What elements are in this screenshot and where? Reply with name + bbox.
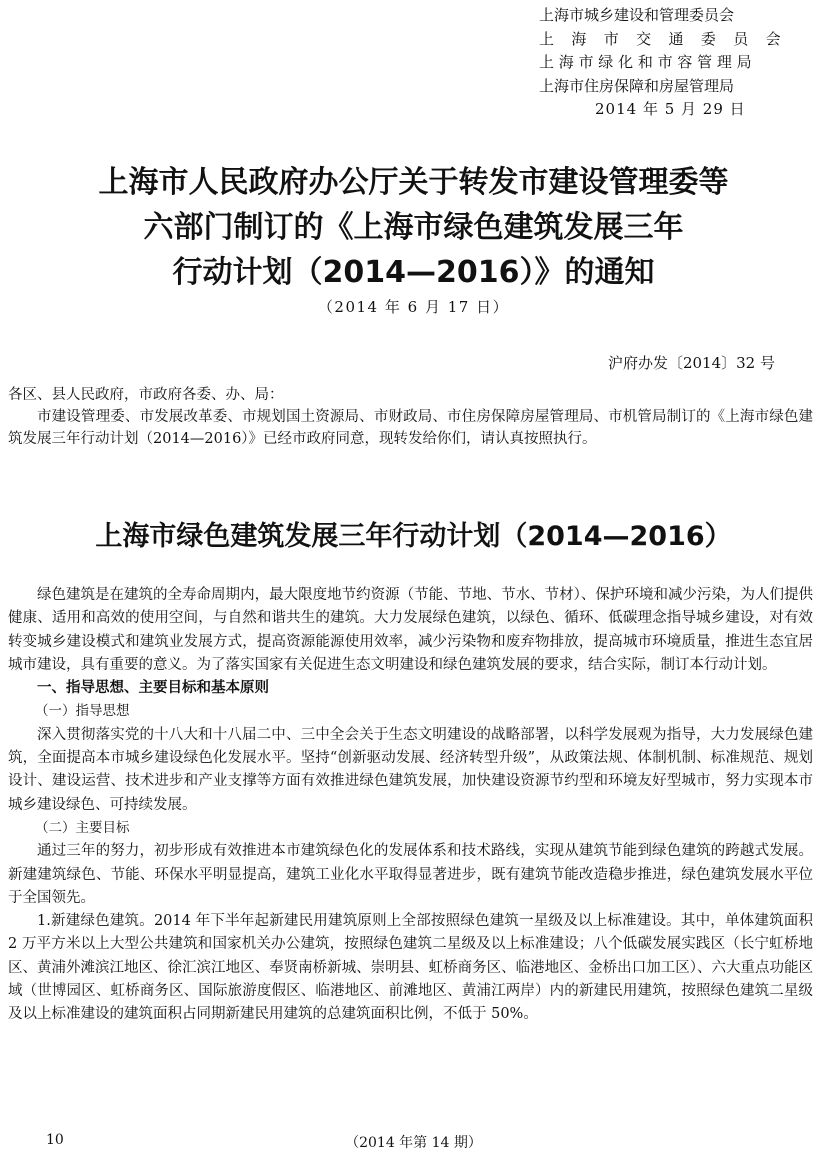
main-goals-paragraph: 通过三年的努力，初步形成有效推进本市建筑绿色化的发展体系和技术路线，实现从建筑节能到绿色建筑的跨越式发展。新建建筑绿色、节能、环保水平明显提高，建筑工业化水平取得显著进步，既有建筑节能改造稳步推进，绿色建筑发展水平位于全国领先。 — [8, 843, 813, 906]
subsection-heading: （一）指导思想 — [35, 703, 130, 720]
section-heading: 一、指导思想、主要目标和基本原则 — [37, 680, 269, 697]
notice-paragraph: 市建设管理委、市发展改革委、市规划国土资源局、市财政局、市住房保障房屋管理局、市机管局制订的《上海市绿色建筑发展三年行动计划（2014—2016）》已经市政府同意，现转发给你们，请认真按照执行。 — [8, 409, 813, 447]
title-line: 上海市人民政府办公厅关于转发市建设管理委等 — [98, 165, 729, 200]
plan-intro-paragraph: 绿色建筑是在建筑的全寿命周期内，最大限度地节约资源（节能、节地、节水、节材）、保护环境和减少污染，为人们提供健康、适用和高效的使用空间，与自然和谐共生的建筑。大力发展绿色建筑，以绿色、循环、低碳理念指导城乡建设，对有效转变城乡建设模式和建筑业发展方式，提高资源能源使用效率，减少污染物和废弃物排放，提高城市环境质量，推进生态宜居城市建设，具有重要的意义。为了落实国家有关促进生态文明建设和绿色建筑发展的要求，结合实际，制订本行动计划。 — [8, 587, 813, 673]
plan-title: 上海市绿色建筑发展三年行动计划（2014—2016） — [95, 521, 732, 552]
notice-title — [0, 160, 827, 295]
notice-date: （2014 年 6 月 17 日） — [317, 298, 510, 316]
subsection-heading: （二）主要目标 — [35, 819, 130, 836]
plan-content — [8, 584, 813, 1027]
issuer-line: 上 海 市 绿 化 和 市 容 管 理 局 — [539, 53, 752, 71]
page-number: 10 — [46, 1132, 64, 1148]
goal-item-paragraph: 1.新建绿色建筑。2014 年下半年起新建民用建筑原则上全部按照绿色建筑一星级及以上标准建设。其中，单体建筑面积 2 万平方米以上大型公共建筑和国家机关办公建筑，按照绿色建筑二星级及以上标准建设；八个低碳发展实践区（长宁虹桥地区、黄浦外滩滨江地区、徐汇滨江地区、奉贤南桥新城、崇明县、虹桥商务区、临港地区、金桥出口加工区）、六大重点功能区域（世博园区、虹桥商务区、国际旅游度假区、临港地区、前滩地区、黄浦江两岸）内的新建民用建筑，按照绿色建筑二星级及以上标准建设的建筑面积占同期新建民用建筑的总建筑面积比例，不低于 50%。 — [8, 913, 813, 1023]
title-line: 六部门制订的《上海市绿色建筑发展三年 — [143, 210, 684, 245]
issuer-line: 上 海 市 交 通 委 员 会 — [539, 29, 787, 48]
notice-body — [8, 384, 813, 450]
salutation: 各区、县人民政府，市政府各委、办、局： — [8, 387, 284, 403]
title-line: 行动计划（2014—2016）》的通知 — [172, 255, 655, 290]
issuer-line: 上海市城乡建设和管理委员会 — [539, 6, 735, 24]
issuer-line: 上海市住房保障和房屋管理局 — [539, 76, 735, 95]
guiding-ideology-paragraph: 深入贯彻落实党的十八大和十八届二中、三中全会关于生态文明建设的战略部署，以科学发展观为指导，大力发展绿色建筑，全面提高本市城乡建设绿色化发展水平。坚持“创新驱动发展、经济转型升级”，从政策法规、体制机制、标准规范、规划设计、建设运营、技术进步和产业支撑等方面有效推进绿色建筑发展，加快建设资源节约型和环境友好型城市，努力实现本市城乡建设绿色、可持续发展。 — [8, 726, 813, 813]
issuing-authorities — [539, 4, 789, 122]
issue-label: （2014 年第 14 期） — [345, 1135, 482, 1151]
page-footer — [0, 1132, 827, 1156]
document-number: 沪府办发〔2014〕32 号 — [607, 354, 775, 372]
issue-date: 2014 年 5 月 29 日 — [595, 100, 746, 118]
